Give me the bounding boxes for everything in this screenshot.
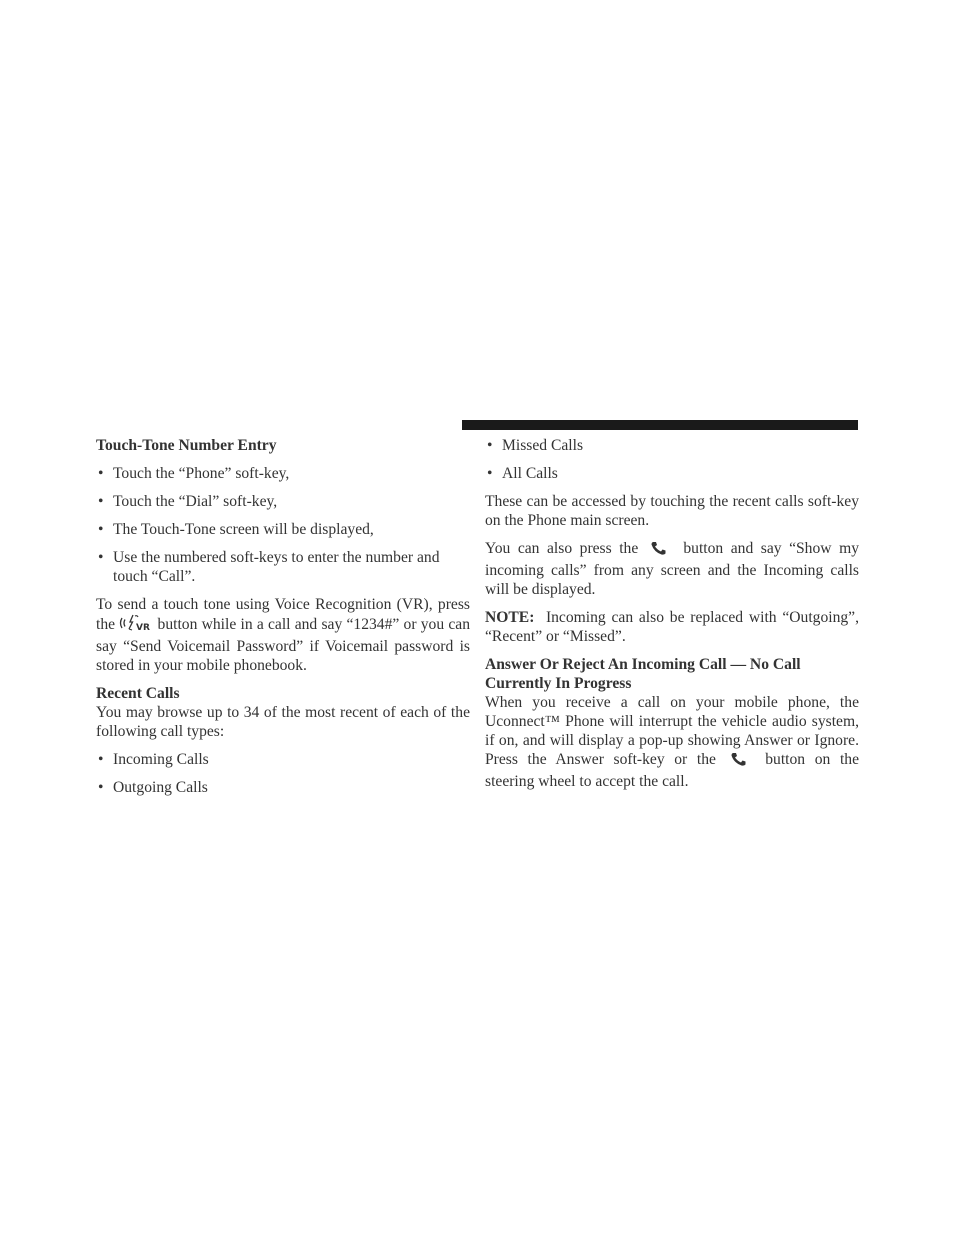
section-header-rule	[462, 420, 858, 430]
list-item: • Use the numbered soft-keys to enter the number and touch “Call”.	[98, 549, 440, 585]
list-item: • Incoming Calls	[98, 751, 209, 768]
access-paragraph: These can be accessed by touching the recent calls soft-key on the Phone main screen.	[485, 493, 859, 529]
left-column	[96, 436, 470, 797]
recent-calls-heading: Recent Calls	[96, 685, 180, 702]
touchtone-heading: Touch-Tone Number Entry	[96, 437, 277, 454]
right-column	[485, 436, 859, 791]
svg-text:VR: VR	[136, 623, 151, 632]
recent-calls-intro: You may browse up to 34 of the most recent of each of the following call types:	[96, 704, 470, 740]
list-item: • The Touch-Tone screen will be displayed,	[98, 521, 374, 538]
list-item: • All Calls	[487, 465, 558, 482]
recent-call-types	[96, 750, 470, 797]
recent-call-types-cont	[485, 436, 859, 483]
touchtone-vr-paragraph: To send a touch tone using Voice Recognition (VR), press the VR button while in a call and say “1234#” or you can say “Send Voicemail Password” if Voicemail password is stored in your mobile phonebook.	[96, 596, 470, 674]
show-incoming-paragraph: You can also press the button and say “Show my incoming calls” from any screen and the Incoming calls will be displayed.	[485, 540, 859, 598]
note-paragraph: NOTE: Incoming can also be replaced with “Outgoing”, “Recent” or “Missed”.	[485, 609, 859, 645]
answer-reject-heading: Answer Or Reject An Incoming Call — No Call Currently In Progress	[485, 656, 801, 692]
phone-handset-icon	[726, 751, 756, 772]
answer-reject-paragraph: When you receive a call on your mobile phone, the Uconnect™ Phone will interrupt the vehicle audio system, if on, and will display a pop-up showing Answer or Ignore. Press the Answer soft-key or the button on the steering wheel to accept the call.	[485, 694, 859, 790]
list-item: • Touch the “Phone” soft-key,	[98, 465, 290, 482]
list-item: • Missed Calls	[487, 437, 584, 454]
list-item: • Touch the “Dial” soft-key,	[98, 493, 278, 510]
touchtone-steps	[96, 464, 470, 586]
phone-handset-icon	[646, 540, 676, 561]
voice-recognition-icon	[119, 614, 153, 637]
list-item: • Outgoing Calls	[98, 779, 208, 796]
